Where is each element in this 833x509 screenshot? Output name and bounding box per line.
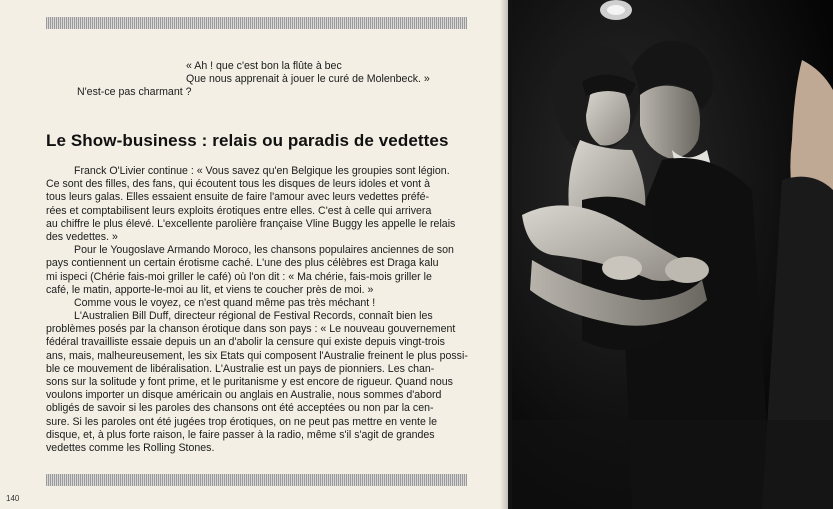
body-line: mi ispeci (Chérie fais-moi griller le café) où l'on dit : « Ma chérie, fais-mois griller le	[46, 270, 432, 283]
couple-photo	[512, 0, 833, 509]
section-heading: Le Show-business : relais ou paradis de vedettes	[46, 131, 449, 150]
book-gutter-shadow	[500, 0, 512, 509]
body-line: Franck O'Livier continue : « Vous savez qu'en Belgique les groupies sont légion.	[74, 165, 450, 177]
poem-line: « Ah ! que c'est bon la flûte à bec	[186, 60, 342, 72]
body-line: ble ce mouvement de libéralisation. L'Australie est un pays de pionniers. Les chan-	[46, 362, 435, 375]
body-line: rées et comptabilisent leurs exploits érotiques entre elles. C'est à celle qui arrivera	[46, 204, 432, 217]
body-line: obligés de savoir si les paroles des chansons ont été acceptées ou non par la cen-	[46, 402, 434, 415]
body-line: Comme vous le voyez, ce n'est quand même pas très méchant !	[74, 296, 376, 309]
body-line: Pour le Yougoslave Armando Moroco, les chansons populaires anciennes de son	[74, 244, 454, 257]
body-line: sons sur la solitude y font prime, et le puritanisme y est encore de rigueur. Quand nous	[46, 376, 453, 388]
top-decorative-rule	[46, 17, 467, 29]
body-line: L'Australien Bill Duff, directeur régional de Festival Records, connaît bien les	[74, 310, 433, 323]
body-line: fédéral travailliste essaie depuis un an d'abolir la censure qui existe depuis vingt-trois	[46, 336, 445, 349]
body-line: sure. Si les paroles ont été jugées trop érotiques, on ne peut pas mettre en vente le	[46, 415, 438, 428]
bottom-decorative-rule	[46, 474, 467, 486]
poem-line: Que nous apprenait à jouer le curé de Molenbeck. »	[186, 73, 430, 85]
body-line: des vedettes. »	[46, 230, 118, 243]
page-number: 140	[6, 494, 20, 503]
body-line: ans, mais, malheureusement, les six Etats qui composent l'Australie freinent le plus possi-	[46, 349, 468, 362]
body-line: Ce sont des filles, des fans, qui écoutent tous les disques de leurs idoles et vont à	[46, 178, 430, 191]
body-line: tous leurs galas. Elles essaient ensuite de faire l'amour avec leurs vedettes préfé-	[46, 191, 430, 204]
right-page-photo	[512, 0, 833, 509]
body-line: café, le matin, apporte-le-moi au lit, et viens te coucher près de moi. »	[46, 283, 374, 296]
poem-quote	[186, 60, 430, 86]
body-line: vedettes comme les Rolling Stones.	[46, 441, 215, 454]
body-line: au chiffre le plus élevé. L'excellente parolière française Vline Buggy les appelle le relais	[46, 217, 456, 230]
body-line: problèmes posés par la chanson érotique dans son pays : « Le nouveau gouvernement	[46, 323, 456, 336]
body-line: disque, et, à plus forte raison, le faire passer à la radio, même s'il s'agit de grandes	[46, 428, 435, 441]
body-line: voulons importer un disque américain ou anglais en Australie, nous sommes d'abord	[46, 389, 442, 402]
body-text	[46, 165, 467, 455]
body-line: pays contiennent un certain érotisme caché. L'une des plus célèbres est Draga kalu	[46, 257, 439, 270]
poem-comment: N'est-ce pas charmant ?	[77, 86, 192, 98]
